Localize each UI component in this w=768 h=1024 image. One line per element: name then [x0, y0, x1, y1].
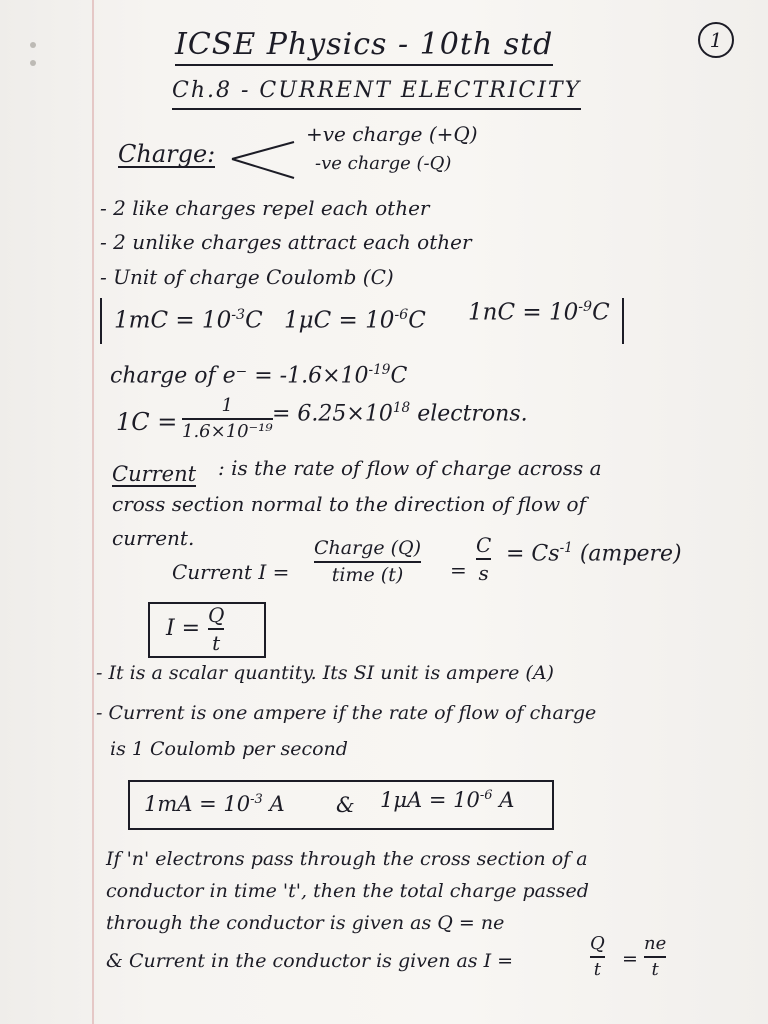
electron-charge: charge of $e^- = -1.6\times 10^{-19}C$	[110, 362, 408, 389]
millicoulomb: $1mC = 10^{-3}C$	[114, 307, 263, 334]
electrons-line3: through the conductor is given as Q = ne	[106, 912, 505, 934]
current-definition-line3: current.	[112, 526, 195, 550]
chapter-title: Ch.8 - CURRENT ELECTRICITY	[172, 80, 581, 110]
page-number-circle	[698, 22, 734, 58]
positive-charge: +ve charge (+Q)	[306, 122, 478, 146]
microampere: $1\mu A = 10^{-6}$ A	[380, 788, 515, 812]
current-definition-line2: cross section normal to the direction of flow of	[112, 492, 586, 516]
one-coulomb-lhs: 1C =	[116, 408, 178, 436]
ampersand: &	[336, 793, 355, 817]
microcoulomb: $1\mu C = 10^{-6}C$	[284, 307, 426, 334]
current-term: Current	[112, 462, 197, 486]
one-coulomb-fraction: 1 1.6×10⁻¹⁹	[182, 395, 273, 442]
page-number: 1	[709, 28, 723, 52]
nanocoulomb: $1nC = 10^{-9}C$	[468, 299, 610, 326]
electrons-line1: If 'n' electrons pass through the cross section of a	[106, 848, 588, 870]
like-charges-rule: - 2 like charges repel each other	[100, 196, 430, 220]
charge-label: Charge:	[118, 140, 216, 168]
q-over-t: Q t	[590, 933, 605, 980]
ne-over-t: ne t	[644, 933, 667, 980]
electrons-line4: & Current in the conductor is given as I =	[106, 950, 514, 972]
ampere-unit: = $Cs^{-1}$ (ampere)	[506, 540, 682, 567]
milliampere: $1mA = 10^{-3}$ A	[144, 792, 285, 816]
current-formula-lhs: Current I =	[172, 560, 290, 584]
scalar-line3: is 1 Coulomb per second	[110, 738, 348, 760]
electrons-per-coulomb: = $6.25\times 10^{18}$ electrons.	[272, 400, 528, 427]
unit-of-charge: - Unit of charge Coulomb (C)	[100, 265, 394, 289]
unlike-charges-rule: - 2 unlike charges attract each other	[100, 230, 472, 254]
equals-sign: =	[450, 558, 467, 582]
binder-hole	[30, 60, 36, 66]
charge-branch-lines	[228, 136, 298, 182]
negative-charge: -ve charge (-Q)	[315, 153, 452, 174]
boxed-formula-fraction: Q t	[208, 603, 225, 655]
scalar-line1: - It is a scalar quantity. Its SI unit is ampere (A)	[96, 662, 554, 684]
binder-hole	[30, 42, 36, 48]
coulomb-over-second: C s	[476, 533, 492, 585]
page-title: ICSE Physics - 10th std	[175, 30, 553, 66]
scalar-line2: - Current is one ampere if the rate of flow of charge	[96, 702, 597, 724]
current-definition-line1: : is the rate of flow of charge across a	[218, 456, 602, 480]
boxed-formula-lhs: I =	[166, 616, 201, 641]
equals-sign-2: =	[622, 948, 638, 970]
charge-over-time: Charge (Q) time (t)	[314, 537, 422, 586]
electrons-line2: conductor in time 't', then the total charge passed	[106, 880, 589, 902]
margin-line	[92, 0, 94, 1024]
